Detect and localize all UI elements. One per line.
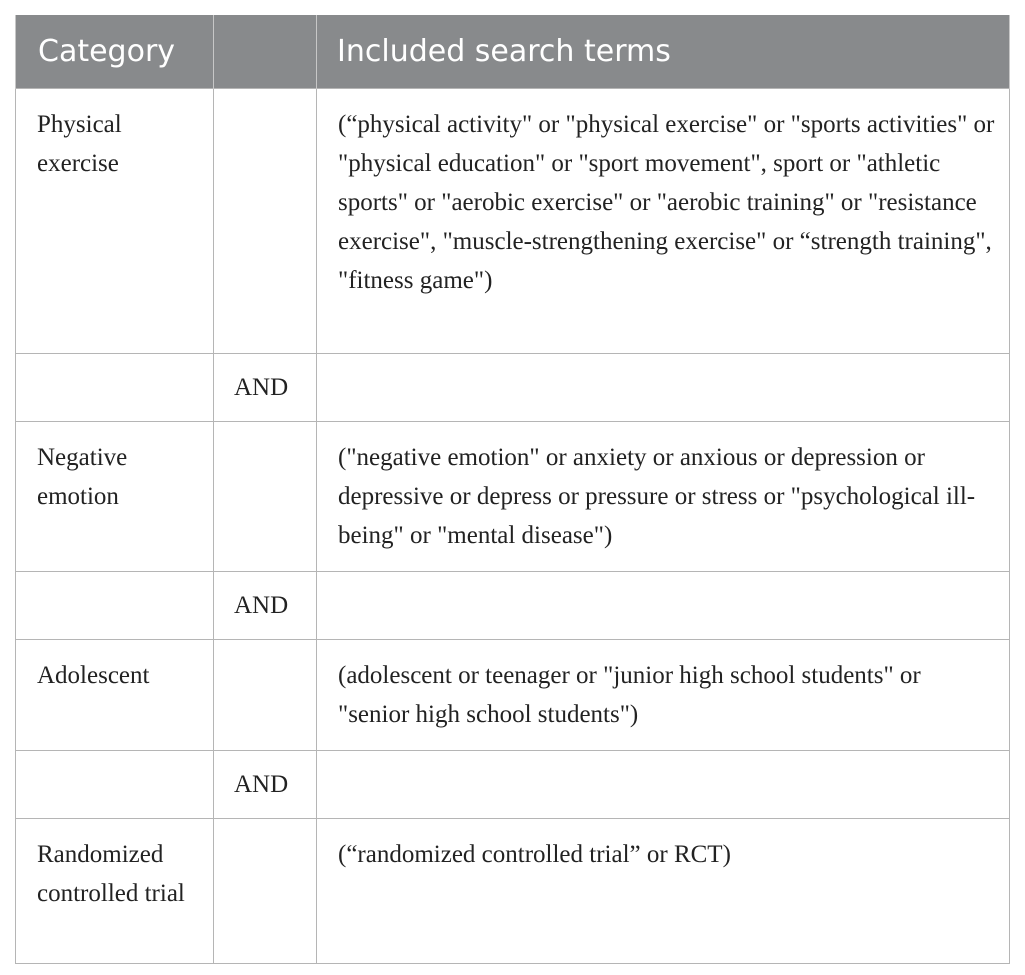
search-terms-cell: (adolescent or teenager or "junior high school students" or "senior high school students"): [317, 640, 1010, 751]
operator-cell: [214, 422, 317, 572]
table-row: [16, 819, 1010, 964]
operator-cell: AND: [214, 354, 317, 422]
table-row: [16, 640, 1010, 751]
operator-cell: AND: [214, 751, 317, 819]
category-cell: Adolescent: [16, 640, 214, 751]
search-terms-cell: (“physical activity" or "physical exercise" or "sports activities" or "physical education" or "sport movement", sport or "athletic sports" or "aerobic exercise" or "aerobic training" or "resistance exercise", "muscle-strengthening exercise" or “strength training", "fitness game"): [317, 89, 1010, 354]
search-terms-cell: [317, 572, 1010, 640]
search-terms-cell: [317, 354, 1010, 422]
header-category: Category: [16, 15, 214, 89]
category-cell: [16, 751, 214, 819]
table-row: [16, 422, 1010, 572]
operator-cell: AND: [214, 572, 317, 640]
search-terms-cell: ("negative emotion" or anxiety or anxious or depression or depressive or depress or pressure or stress or "psychological ill-being" or "mental disease"): [317, 422, 1010, 572]
search-terms-cell: [317, 751, 1010, 819]
table-row: [16, 89, 1010, 354]
search-terms-table: [15, 15, 1010, 964]
operator-cell: [214, 819, 317, 964]
category-cell: [16, 572, 214, 640]
table-row: [16, 354, 1010, 422]
table-row: [16, 572, 1010, 640]
header-row: [16, 15, 1010, 89]
operator-cell: [214, 640, 317, 751]
header-operator: [214, 15, 317, 89]
category-cell: Physical exercise: [16, 89, 214, 354]
category-cell: [16, 354, 214, 422]
header-search-terms: Included search terms: [317, 15, 1010, 89]
operator-cell: [214, 89, 317, 354]
table-row: [16, 751, 1010, 819]
category-cell: Randomized controlled trial: [16, 819, 214, 964]
category-cell: Negative emotion: [16, 422, 214, 572]
search-terms-cell: (“randomized controlled trial” or RCT): [317, 819, 1010, 964]
